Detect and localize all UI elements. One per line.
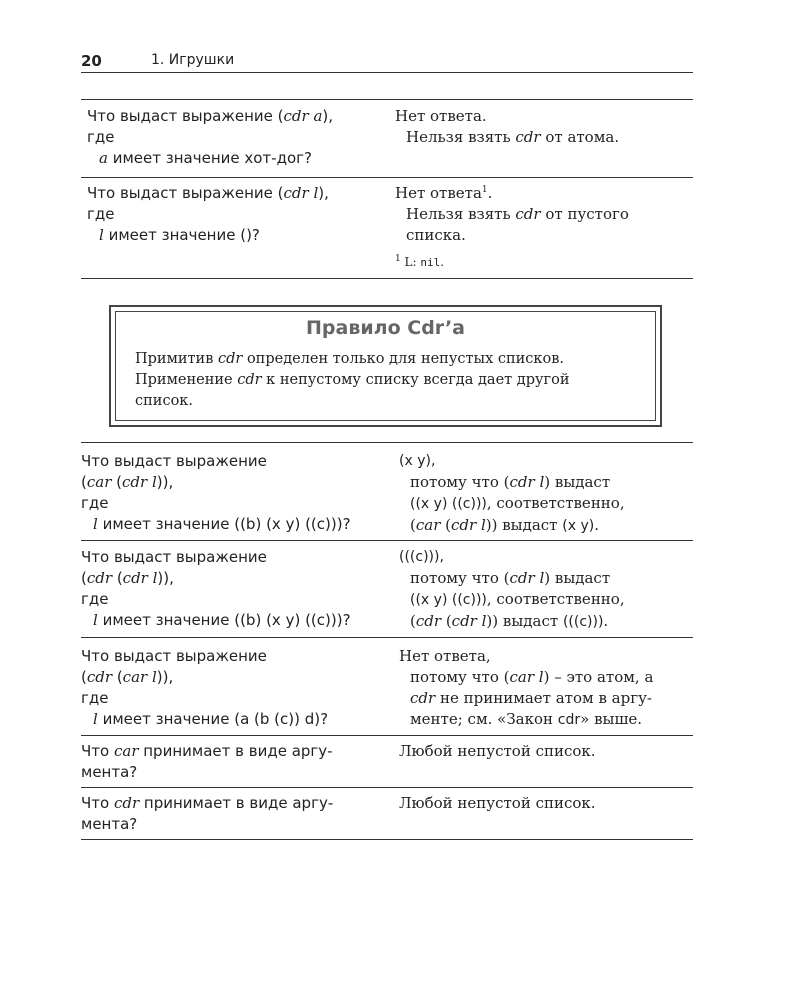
page-number: 20 [81, 52, 102, 70]
qa-row-car-argument [81, 735, 693, 787]
qa-row-car-cdr [81, 442, 693, 540]
qa-row-cdr-empty [81, 177, 693, 279]
answer: Нет ответа$^1$. Нельзя взять cdr от пустого списка. $^1$ L: nil. [395, 183, 690, 273]
rule-box [109, 305, 662, 427]
question: Что выдаст выражение (car (cdr l)), где l имеет значение ((b) (x y) ((c)))? [81, 452, 351, 533]
question: Что cdr принимает в виде аргу- мента? [81, 794, 334, 833]
running-header [81, 50, 693, 73]
qa-row-cdr-argument [81, 787, 693, 840]
question: Что выдаст выражение (cdr (cdr l)), где l имеет значение ((b) (x y) ((c)))? [81, 548, 351, 629]
answer: Нет ответа, потому что (car l) – это атом, а cdr не принимает атом в аргу- менте; см. «Закон cdr» выше. [399, 647, 654, 728]
question: Что car принимает в виде аргу- мента? [81, 742, 333, 781]
question: Что выдаст выражение (cdr l), где l имеет значение ()? [87, 184, 329, 244]
question: Что выдаст выражение (cdr (car l)), где l имеет значение (a (b (c)) d)? [81, 647, 329, 728]
answer: Любой непустой список. [399, 742, 596, 760]
answer: Любой непустой список. [399, 794, 596, 812]
question: Что выдаст выражение (cdr a), где a имеет значение хот-дог? [87, 107, 334, 167]
footnote: $^1$ L: nil. [395, 254, 445, 269]
qa-row-cdr-car [81, 637, 693, 735]
answer: (((c))), потому что (cdr l) выдаст ((x y) ((c))), соответственно, (cdr (cdr l)) выдаст (((c))). [399, 549, 625, 630]
answer: Нет ответа. Нельзя взять cdr от атома. [395, 107, 620, 146]
rule-title: Правило Cdr’а [306, 317, 465, 339]
footnote-reference: 1 [481, 185, 488, 195]
qa-row-cdr-atom [81, 99, 693, 177]
answer: (x y), потому что (cdr l) выдаст ((x y) ((c))), соответственно, (car (cdr l)) выдаст (x y). [399, 453, 625, 534]
qa-row-cdr-cdr [81, 540, 693, 637]
rule-text: Примитив cdr определен только для непустых списков. Применение cdr к непустому списку всегда дает другой список. [135, 351, 570, 409]
chapter-title: 1. Игрушки [151, 52, 235, 68]
